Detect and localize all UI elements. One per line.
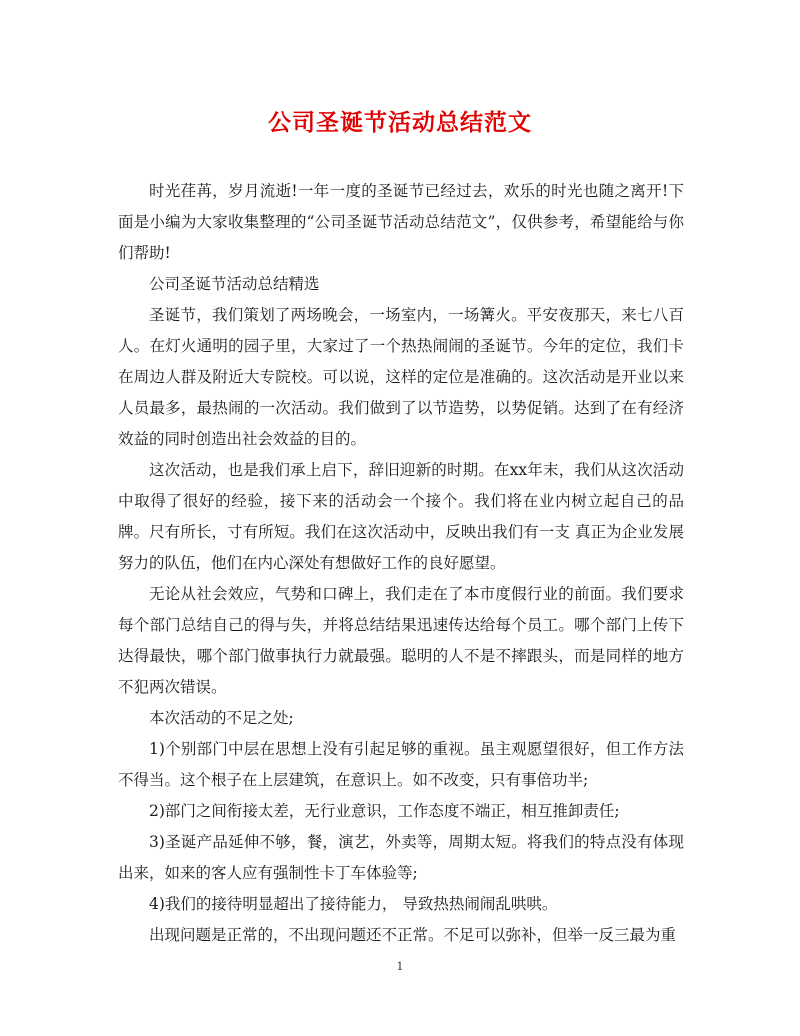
- page-number: 1: [396, 960, 404, 973]
- list-item: 1)个别部门中层在思想上没有引起足够的重视。虽主观愿望很好，但工作方法不得当。这个根子在上层建筑，在意识上。如不改变，只有事倍功半;: [118, 740, 684, 789]
- document-body: [118, 176, 684, 951]
- list-item: 3)圣诞产品延伸不够，餐，演艺，外卖等，周期太短。将我们的特点没有体现出来，如来的客人应有强制性卡丁车体验等;: [118, 833, 684, 882]
- paragraph: 出现问题是正常的，不出现问题还不正常。不足可以弥补，但举一反三最为重: [149, 926, 677, 944]
- list-item: 2)部门之间衔接太差，无行业意识，工作态度不端正，相互推卸责任;: [149, 802, 620, 820]
- list-item: 4)我们的接待明显超出了接待能力， 导致热热闹闹乱哄哄。: [149, 895, 558, 913]
- paragraph-intro: 时光荏苒，岁月流逝!一年一度的圣诞节已经过去，欢乐的时光也随之离开!下面是小编为大家收集整理的“公司圣诞节活动总结范文”，仅供参考，希望能给与你们帮助!: [118, 182, 684, 262]
- section-heading: 公司圣诞节活动总结精选: [149, 275, 320, 293]
- paragraph: 圣诞节，我们策划了两场晚会，一场室内，一场篝火。平安夜那天，来七八百人。在灯火通明的园子里，大家过了一个热热闹闹的圣诞节。今年的定位，我们卡在周边人群及附近大专院校。可以说，这样的定位是准确的。这次活动是开业以来人员最多，最热闹的一次活动。我们做到了以节造势，以势促销。达到了在有经济效益的同时创造出社会效益的目的。: [118, 306, 684, 448]
- paragraph: 无论从社会效应，气势和口碑上，我们走在了本市度假行业的前面。我们要求每个部门总结自己的得与失，并将总结结果迅速传达给每个员工。哪个部门上传下达得最快，哪个部门做事执行力就最强。聪明的人不是不摔跟头，而是同样的地方不犯两次错误。: [118, 585, 684, 696]
- paragraph: 这次活动，也是我们承上启下，辞旧迎新的时期。在xx年末，我们从这次活动中取得了很好的经验，接下来的活动会一个接个。我们将在业内树立起自己的品牌。尺有所长，寸有所短。我们在这次活动中，反映出我们有一支 真正为企业发展努力的队伍，他们在内心深处有想做好工作的良好愿望。: [118, 461, 684, 572]
- shortcomings-heading: 本次活动的不足之处;: [149, 709, 294, 727]
- page-title: 公司圣诞节活动总结范文: [268, 109, 532, 136]
